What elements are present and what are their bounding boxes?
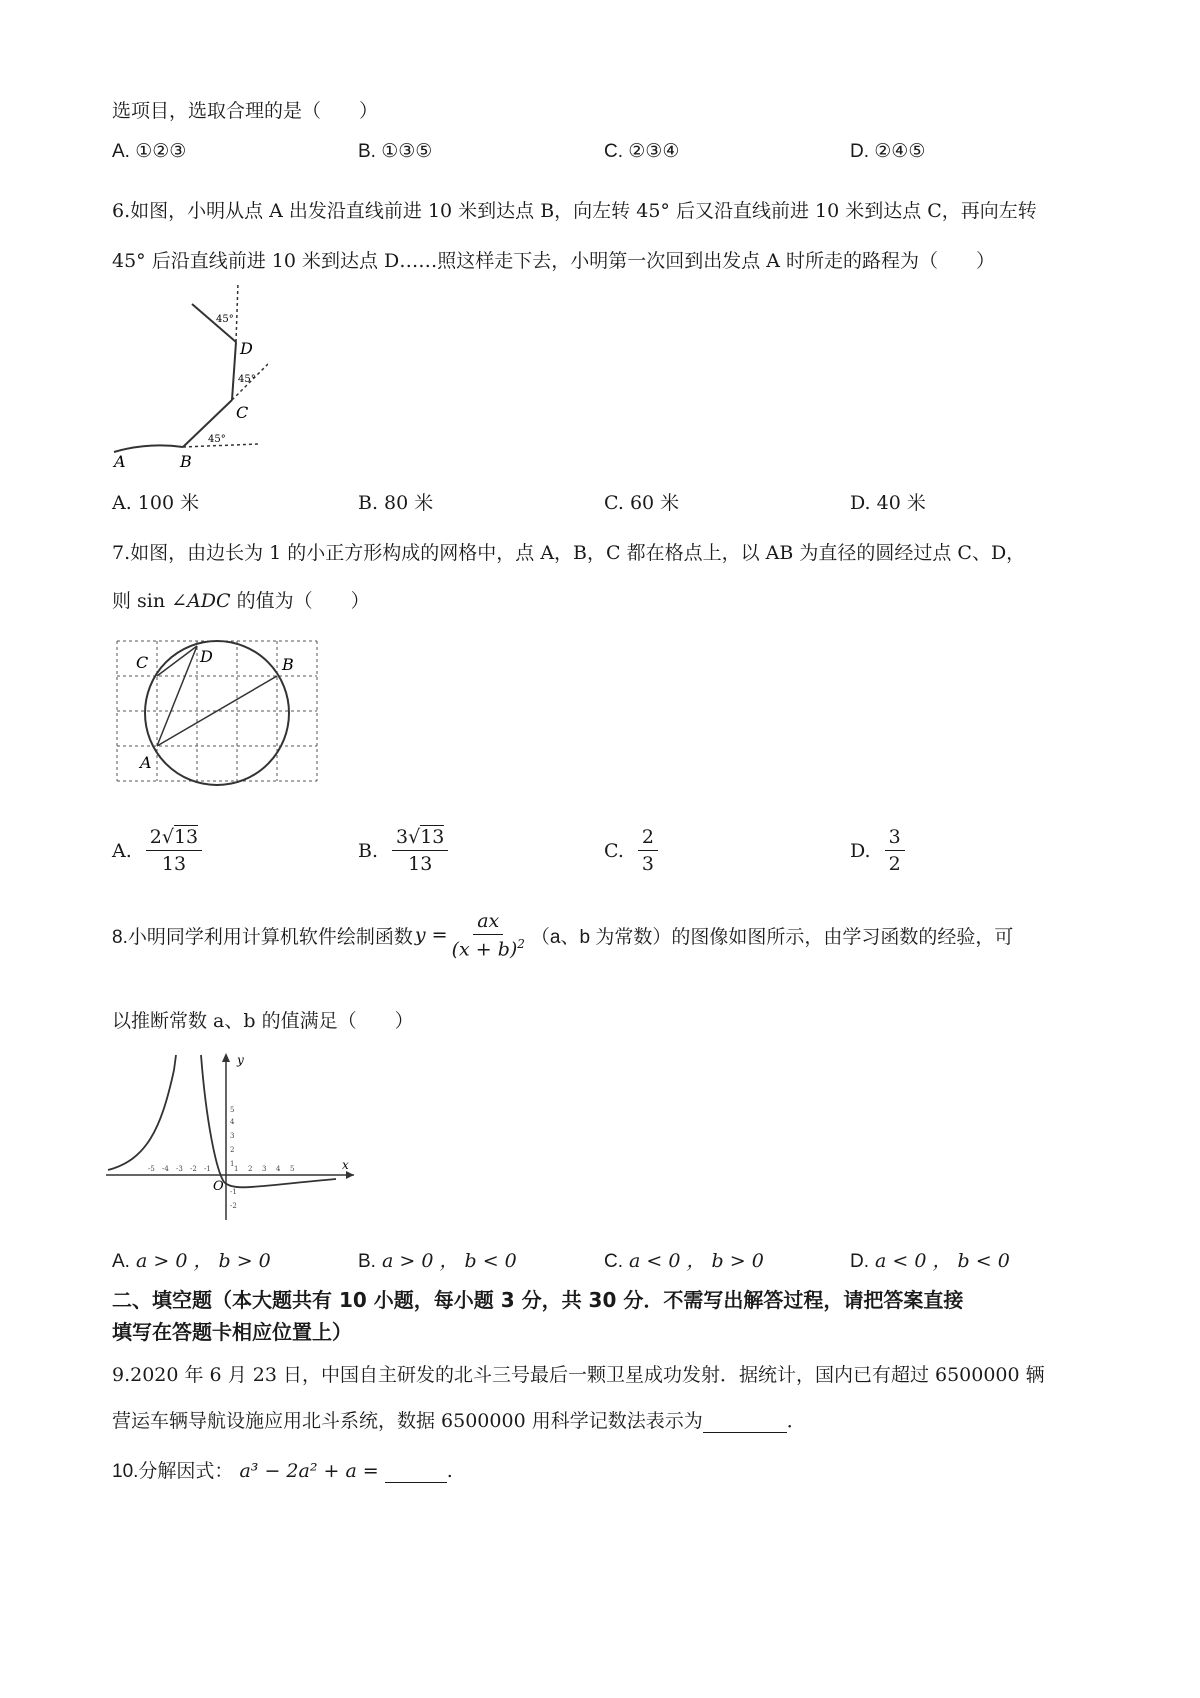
q6-stem-line2: 45° 后沿直线前进 10 米到达点 D……照这样走下去，小明第一次回到出发点 A 时所走的路程为（ ） [112,250,996,272]
q6-angle-c: 45° [238,374,256,385]
q6-angle-d: 45° [216,314,234,325]
q6-option-b[interactable]: B. 80 米 [358,492,434,514]
svg-text:-2: -2 [190,1165,197,1173]
q8-option-b[interactable]: B. a > 0 ， b < 0 [358,1250,517,1272]
q10-stem: 10.分解因式： a³ − 2a² + a = . [112,1460,453,1482]
q9-stem-line1: 9.2020 年 6 月 23 日，中国自主研发的北斗三号最后一颗卫星成功发射．据统计，国内已有超过 6500000 辆 [112,1364,1045,1386]
section2-heading-line2: 填写在答题卡相应位置上） [112,1320,352,1344]
q7-option-a[interactable]: A. $\frac{2√13}{13}$ [112,826,202,875]
svg-text:1: 1 [230,1160,235,1168]
q6-label-b: B [180,452,192,471]
section2-heading-line1: 二、填空题（本大题共有 10 小题，每小题 3 分，共 30 分．不需写出解答过程，请把答案直接 [112,1288,964,1312]
q8-axis-x-label: x [342,1158,349,1172]
svg-text:1: 1 [234,1165,239,1173]
q6-option-d[interactable]: D. 40 米 [850,492,926,514]
svg-text:-4: -4 [162,1165,169,1173]
q8-axis-y-label: y [237,1053,244,1067]
svg-text:-3: -3 [176,1165,183,1173]
q8-function-graph [106,1050,356,1225]
svg-text:-2: -2 [230,1202,237,1210]
q7-option-c[interactable]: C. $\frac{2}{3}$ [604,826,658,875]
q10-answer-blank[interactable] [385,1460,447,1483]
q5-option-d[interactable]: D. ②④⑤ [850,141,926,162]
q6-label-c: C [236,403,249,422]
svg-text:2: 2 [248,1165,253,1173]
q9-answer-blank[interactable] [703,1410,787,1433]
q7-stem-line2: 则 sin ∠ADC 的值为（ ） [112,590,370,612]
q8-stem-line2: 以推断常数 a、b 的值满足（ ） [112,1010,414,1032]
svg-text:5: 5 [230,1106,235,1114]
q8-option-a[interactable]: A. a > 0 ， b > 0 [112,1250,271,1272]
svg-text:5: 5 [290,1165,295,1173]
q8-option-d[interactable]: D. a < 0 ， b < 0 [850,1250,1010,1272]
svg-text:3: 3 [262,1165,267,1173]
q9-stem-line2: 营运车辆导航设施应用北斗系统，数据 6500000 用科学记数法表示为 ． [112,1410,806,1432]
svg-text:3: 3 [230,1132,235,1140]
q6-angle-b: 45° [208,434,226,445]
svg-text:4: 4 [276,1165,281,1173]
q8-stem-line1: 8.小明同学利用计算机软件绘制函数 y = $\frac{ax}{(x + b)^2}$ （a、b 为常数）的图像如图所示，由学习函数的经验，可 [112,910,1014,961]
svg-text:4: 4 [230,1118,235,1126]
q6-label-d: D [240,339,253,358]
q6-path-figure [108,282,268,472]
svg-text:2: 2 [230,1146,235,1154]
q6-option-c[interactable]: C. 60 米 [604,492,680,514]
q6-stem-line1: 6.如图，小明从点 A 出发沿直线前进 10 米到达点 B，向左转 45° 后又沿直线前进 10 米到达点 C，再向左转 [112,200,1037,222]
q5-stem-tail: 选项目，选取合理的是（ ） [112,100,379,122]
q6-label-a: A [114,452,126,471]
q7-label-d: D [200,647,213,666]
q7-grid-figure [112,636,322,786]
q6-option-a[interactable]: A. 100 米 [112,492,200,514]
q5-option-b[interactable]: B. ①③⑤ [358,141,433,162]
svg-text:-1: -1 [204,1165,211,1173]
svg-text:-5: -5 [148,1165,155,1173]
q7-label-c: C [136,653,149,672]
q5-option-a[interactable]: A. ①②③ [112,141,187,162]
q7-label-b: B [282,655,294,674]
svg-text:-1: -1 [230,1188,237,1196]
q8-origin-label: O [213,1179,224,1194]
q7-option-b[interactable]: B. $\frac{3√13}{13}$ [358,826,448,875]
q7-label-a: A [140,753,152,772]
q5-option-c[interactable]: C. ②③④ [604,141,680,162]
q7-stem-line1: 7.如图，由边长为 1 的小正方形构成的网格中，点 A，B，C 都在格点上，以 AB 为直径的圆经过点 C、D， [112,542,1026,564]
q8-option-c[interactable]: C. a < 0 ， b > 0 [604,1250,764,1272]
q7-option-d[interactable]: D. $\frac{3}{2}$ [850,826,905,875]
